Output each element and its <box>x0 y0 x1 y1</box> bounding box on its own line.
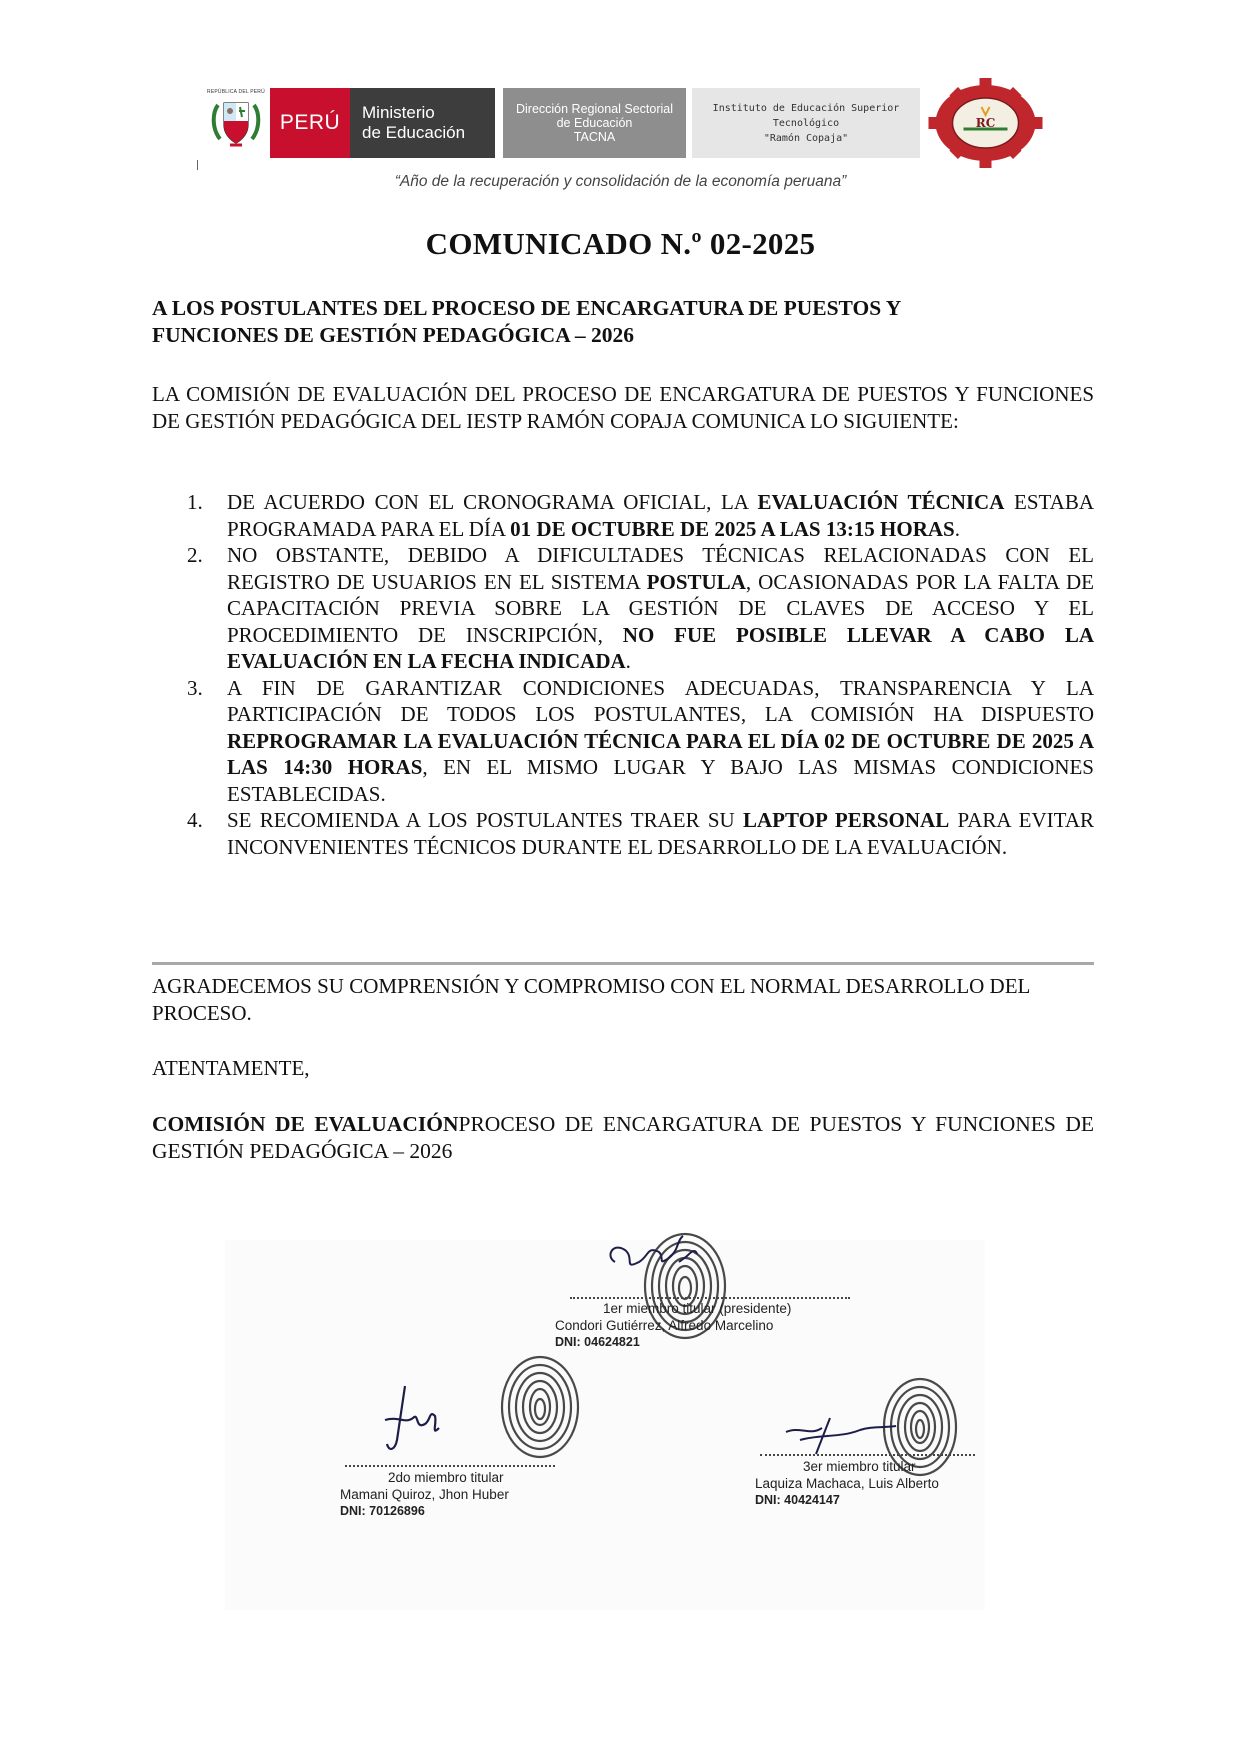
item-text: . <box>625 649 631 673</box>
signature-block-2 <box>340 1469 509 1520</box>
signatures-area <box>225 1240 985 1610</box>
official-slogan: “Año de la recuperación y consolidación de la economía peruana” <box>394 173 847 190</box>
intro-paragraph: LA COMISIÓN DE EVALUACIÓN DEL PROCESO DE ENCARGATURA DE PUESTOS Y FUNCIONES DE GESTIÓN PEDAGÓGICA DEL IESTP RAMÓN COPAJA COMUNICA LO SIGUIENTE: <box>152 382 1094 433</box>
signer-dni: DNI: 04624821 <box>555 1335 640 1349</box>
signer-name: Mamani Quiroz, Jhon Huber <box>340 1487 509 1502</box>
list-number: 1. <box>187 490 203 514</box>
document-title: COMUNICADO N.º 02-2025 <box>425 226 816 261</box>
signoff-text: PROCESO DE ENCARGATURA DE PUESTOS Y FUNCIONES DE GESTIÓN PEDAGÓGICA – 2026 <box>152 1112 1094 1163</box>
institute-line2: "Ramón Copaja" <box>763 132 849 144</box>
list-item <box>152 675 1094 808</box>
item-text: PARA EVITAR INCONVENIENTES TÉCNICOS DURANTE EL DESARROLLO DE LA EVALUACIÓN. <box>227 808 1094 859</box>
dre-line3: TACNA <box>573 130 616 144</box>
closing-paragraph: AGRADECEMOS SU COMPRENSIÓN Y COMPROMISO CON EL NORMAL DESARROLLO DEL PROCESO. <box>152 974 1030 1025</box>
institute-seal-icon <box>928 78 1043 168</box>
peru-minedu-logo <box>202 88 495 158</box>
list-item <box>152 807 1094 860</box>
item-text: DE ACUERDO CON EL CRONOGRAMA OFICIAL, LA <box>227 490 758 514</box>
institute-line1: Instituto de Educación Superior Tecnológico <box>712 102 900 129</box>
signer-role: 3er miembro titular <box>803 1459 916 1474</box>
institute-logo <box>692 88 920 158</box>
item-text: SE RECOMIENDA A LOS POSTULANTES TRAER SU <box>227 808 743 832</box>
subtitle-line2: FUNCIONES DE GESTIÓN PEDAGÓGICA – 2026 <box>152 323 635 347</box>
item-bold-text: NO FUE POSIBLE LLEVAR A CABO LA EVALUACIÓN EN LA FECHA INDICADA <box>227 622 1094 673</box>
item-bold-text: REPROGRAMAR LA EVALUACIÓN TÉCNICA PARA EL DÍA 02 DE OCTUBRE DE 2025 A LAS 14:30 HORAS <box>227 728 1094 779</box>
handwritten-signature-icon <box>780 1414 900 1459</box>
signature-block-1 <box>555 1300 791 1351</box>
shield-caption: REPÚBLICA DEL PERÚ <box>207 89 265 95</box>
section-divider <box>152 962 1094 965</box>
item-bold-text: 01 DE OCTUBRE DE 2025 A LAS 13:15 HORAS <box>510 516 955 541</box>
item-bold-text: EVALUACIÓN TÉCNICA <box>757 490 1005 514</box>
ministry-line1: Ministerio <box>362 103 435 122</box>
dre-tacna-logo <box>503 88 686 158</box>
item-text: , OCASIONADAS POR LA FALTA DE CAPACITACIÓN PREVIA SOBRE LA GESTIÓN DE CLAVES DE ACCESO Y EL PROCEDIMIENTO DE INSCRIPCIÓN, <box>227 569 1094 647</box>
divider-tick <box>197 160 198 170</box>
item-bold-text: LAPTOP PERSONAL <box>742 808 950 832</box>
dre-line2: de Educación <box>556 116 633 130</box>
signature-block-3 <box>755 1458 939 1509</box>
signoff-paragraph <box>152 1111 1094 1165</box>
item-text: NO OBSTANTE, DEBIDO A DIFICULTADES TÉCNICAS RELACIONADAS CON EL REGISTRO DE USUARIOS EN EL SISTEMA <box>227 543 1094 594</box>
item-text: , EN EL MISMO LUGAR Y BAJO LAS MISMAS CONDICIONES ESTABLECIDAS. <box>227 755 1094 806</box>
handwritten-signature-icon <box>375 1380 475 1460</box>
dre-line1: Dirección Regional Sectorial <box>515 102 674 116</box>
subtitle-line1: A LOS POSTULANTES DEL PROCESO DE ENCARGATURA DE PUESTOS Y <box>152 296 902 320</box>
item-text: A FIN DE GARANTIZAR CONDICIONES ADECUADAS, TRANSPARENCIA Y LA PARTICIPACIÓN DE TODOS LOS POSTULANTES, LA COMISIÓN HA DISPUESTO <box>227 675 1094 726</box>
seal-initials: RC <box>975 116 996 130</box>
list-number: 3. <box>187 675 203 700</box>
list-number: 4. <box>187 808 203 832</box>
ministry-label <box>350 88 495 158</box>
document-subtitle <box>152 295 1102 349</box>
signer-name: Laquiza Machaca, Luis Alberto <box>755 1476 939 1491</box>
list-item <box>152 489 1094 542</box>
signature-line <box>345 1465 555 1467</box>
signer-role: 1er miembro titular (presidente) <box>603 1301 792 1316</box>
coat-of-arms-icon <box>210 95 262 151</box>
fingerprint-icon <box>470 1352 610 1462</box>
signer-role: 2do miembro titular <box>388 1470 504 1485</box>
item-text: . <box>954 516 960 541</box>
peru-label: PERÚ <box>270 88 350 158</box>
signer-name: Condori Gutiérrez, Alfredo Marcelino <box>555 1318 774 1333</box>
item-bold-text: POSTULA <box>646 569 746 594</box>
list-number: 2. <box>187 543 203 567</box>
ministry-line2: de Educación <box>362 123 466 142</box>
signer-dni: DNI: 70126896 <box>340 1504 425 1518</box>
list-item <box>152 542 1094 675</box>
signoff-bold: COMISIÓN DE EVALUACIÓN <box>152 1112 459 1136</box>
handwritten-signature-icon <box>595 1228 705 1283</box>
signer-dni: DNI: 40424147 <box>755 1493 840 1507</box>
signature-line <box>760 1454 975 1456</box>
regards-line: ATENTAMENTE, <box>152 1056 310 1080</box>
signature-line <box>570 1297 850 1299</box>
numbered-list <box>152 489 1094 860</box>
item-text: ESTABA PROGRAMADA PARA EL DÍA <box>227 490 1095 541</box>
coat-of-arms-logo <box>202 88 270 158</box>
